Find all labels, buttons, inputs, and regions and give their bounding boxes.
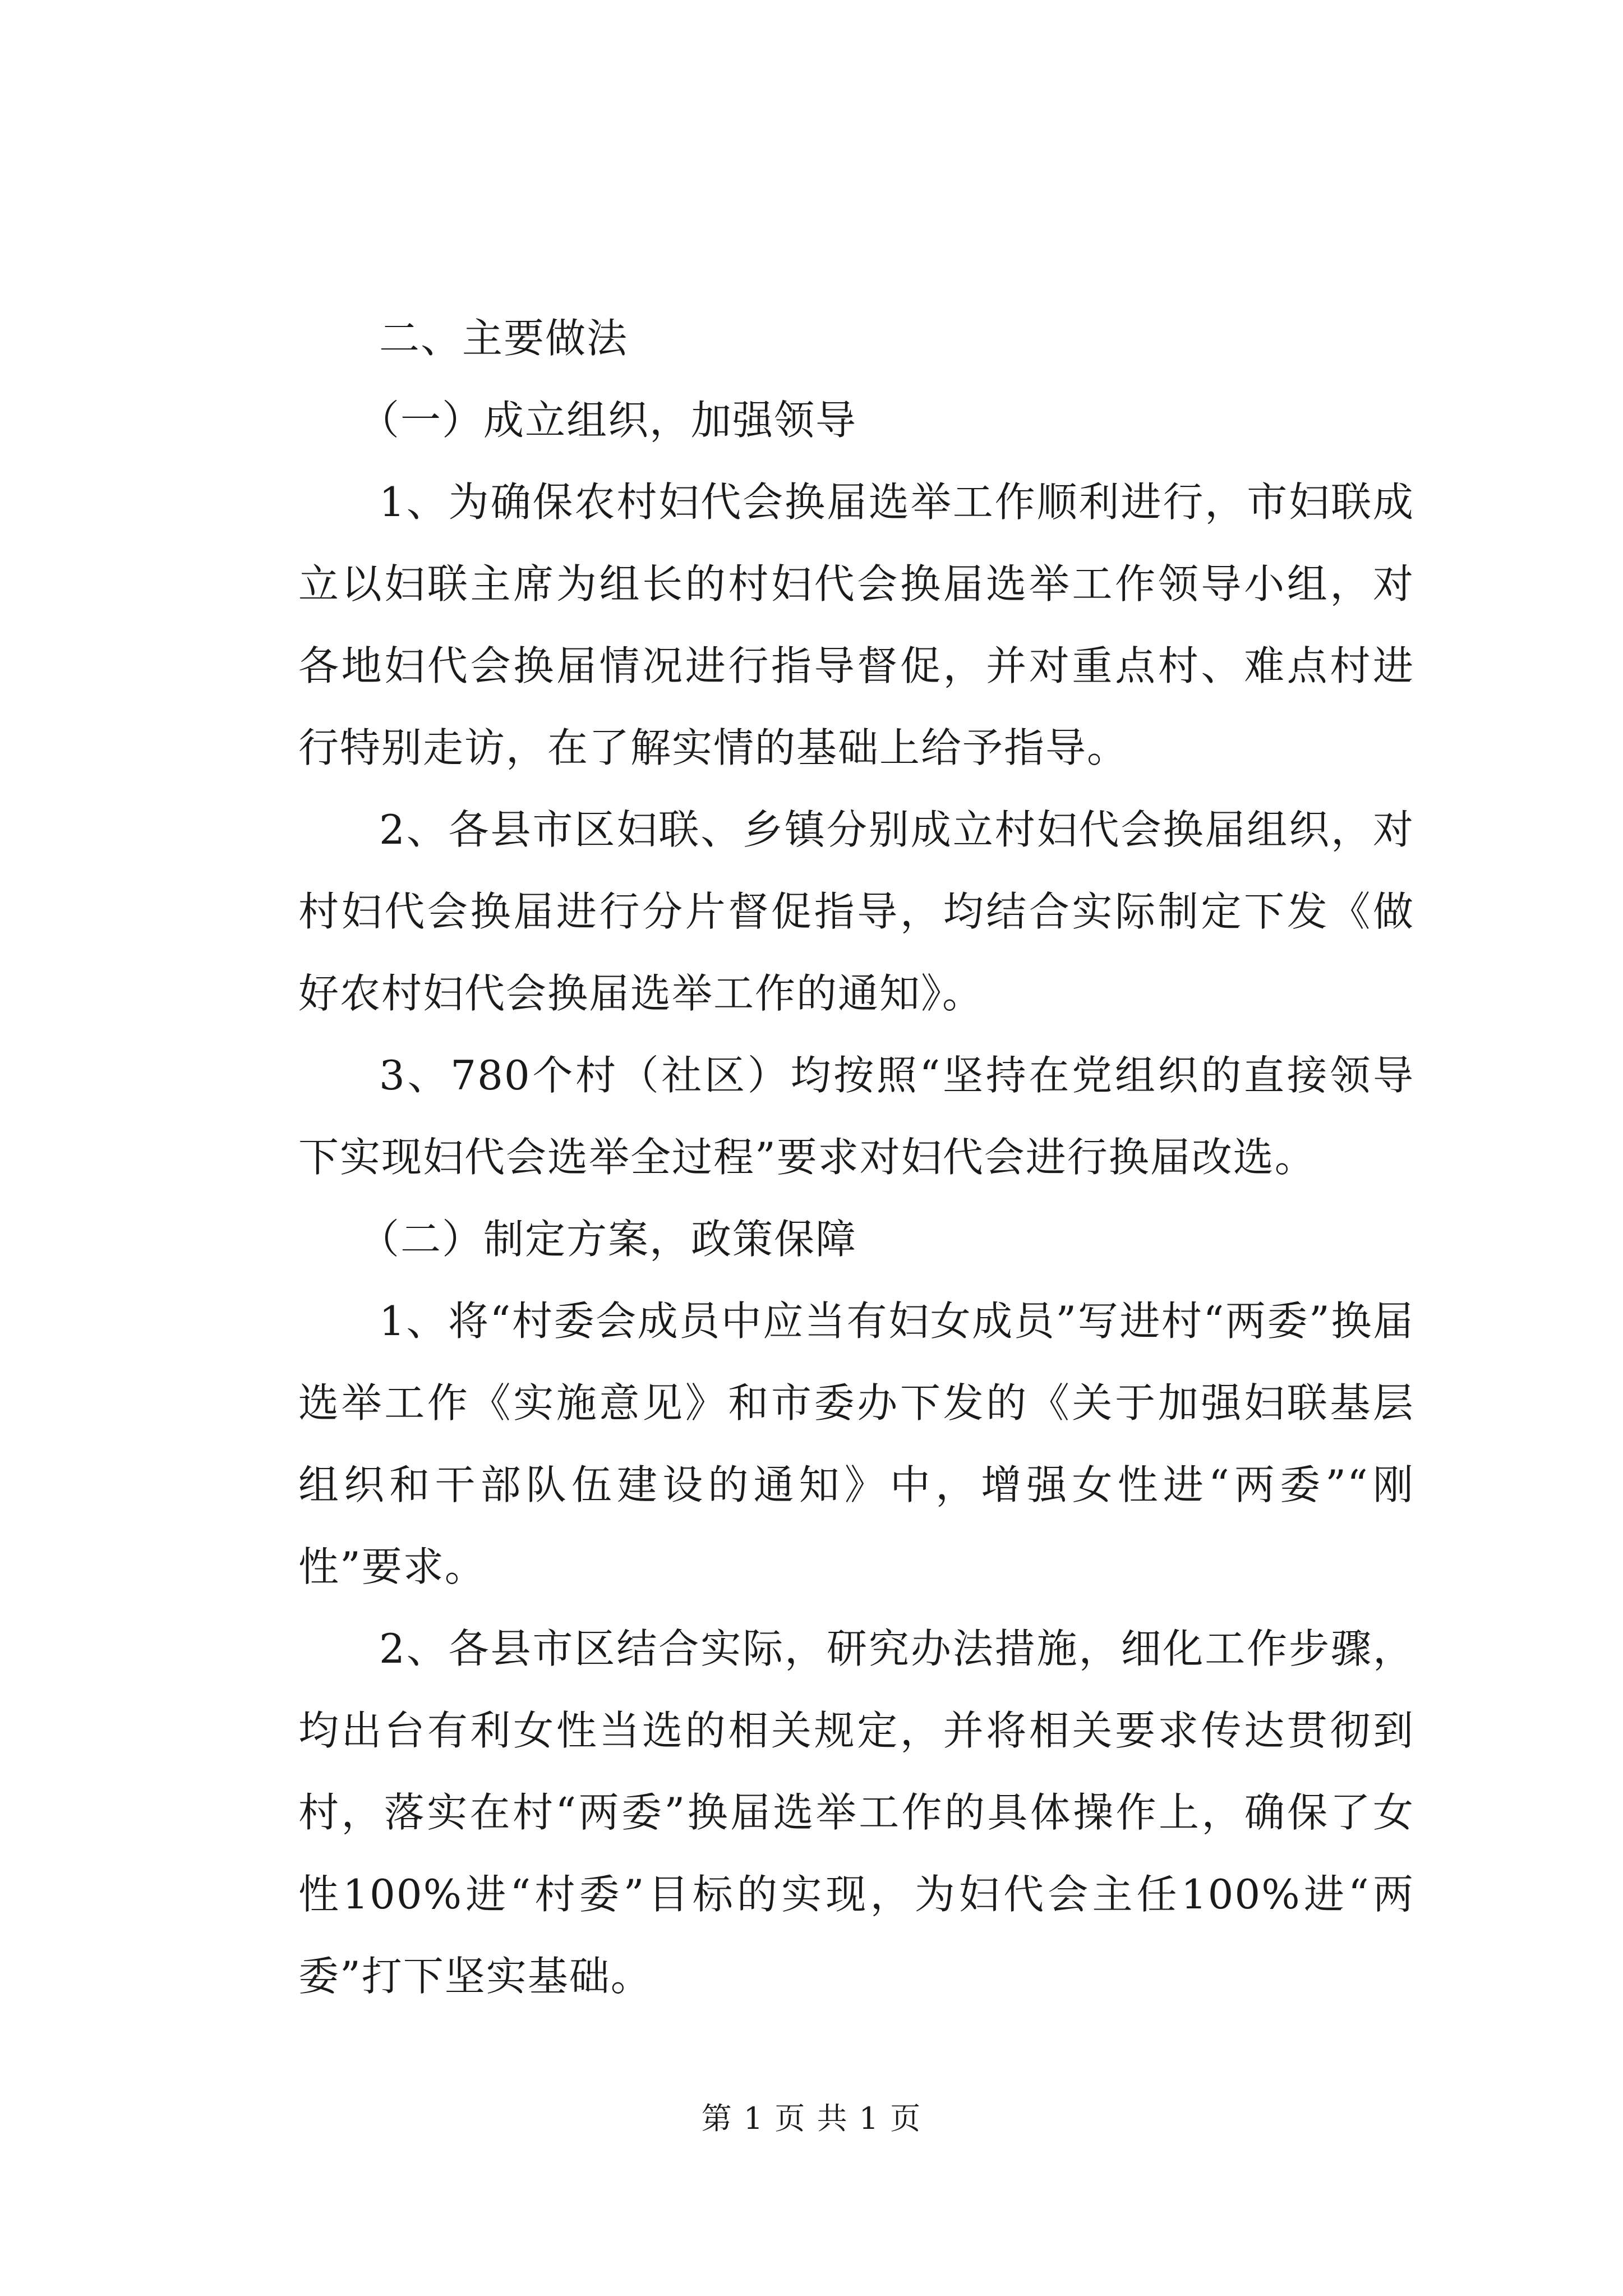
page-number: 第 1 页 共 1 页 [701, 2101, 922, 2136]
document-body [298, 297, 1414, 2017]
body-paragraph: 2、各县市区妇联、乡镇分别成立村妇代会换届组织，对村妇代会换届进行分片督促指导，均结合实际制定下发《做好农村妇代会换届选举工作的通知》。 [298, 806, 1414, 1017]
body-paragraph: 2、各县市区结合实际，研究办法措施，细化工作步骤，均出台有利女性当选的相关规定，并将相关要求传达贯彻到村，落实在村“两委”换届选举工作的具体操作上，确保了女性100%进“村委”目标的实现，为妇代会主任100%进“两委”打下坚实基础。 [298, 1625, 1414, 2000]
subsection-heading: （二）制定方案，政策保障 [359, 1216, 857, 1263]
section-heading: 二、主要做法 [379, 315, 629, 362]
body-paragraph: 3、780个村（社区）均按照“坚持在党组织的直接领导下实现妇代会选举全过程”要求对妇代会进行换届改选。 [298, 1052, 1414, 1181]
page-footer [0, 2099, 1623, 2138]
subsection-heading: （一）成立组织，加强领导 [359, 397, 857, 444]
body-paragraph: 1、将“村委会成员中应当有妇女成员”写进村“两委”换届选举工作《实施意见》和市委办下发的《关于加强妇联基层组织和干部队伍建设的通知》中，增强女性进“两委”“刚性”要求。 [298, 1297, 1414, 1590]
body-paragraph: 1、为确保农村妇代会换届选举工作顺利进行，市妇联成立以妇联主席为组长的村妇代会换届选举工作领导小组，对各地妇代会换届情况进行指导督促，并对重点村、难点村进行特别走访，在了解实情的基础上给予指导。 [298, 478, 1414, 771]
